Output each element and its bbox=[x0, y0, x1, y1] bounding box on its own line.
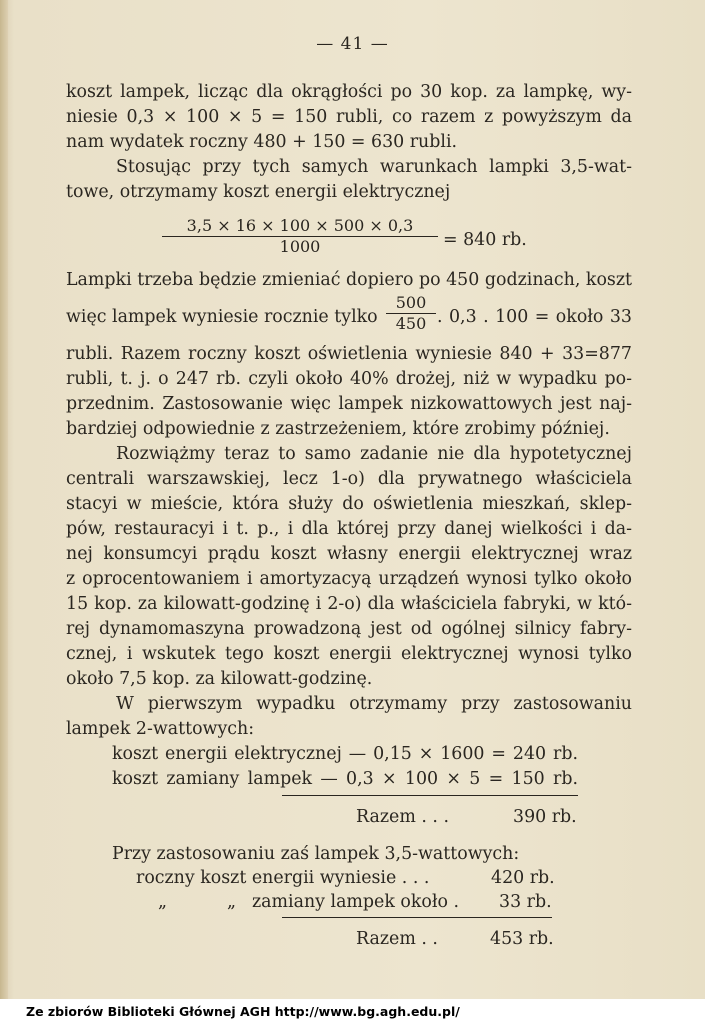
text-line: centrali warszawskiej, lecz 1-o) dla prywatnego właściciela bbox=[66, 469, 632, 489]
inline-denominator: 450 bbox=[395, 314, 427, 333]
text-line: niesie 0,3 × 100 × 5 = 150 rubli, co razem z powyższym da bbox=[66, 107, 632, 127]
calc2-row2-value: 33 rb. bbox=[499, 892, 552, 912]
calc1-row1: koszt energii elektrycznej — 0,15 × 1600 = 240 rb. bbox=[112, 744, 578, 764]
text-line-before-fraction: więc lampek wyniesie rocznie tylko bbox=[66, 307, 378, 327]
inline-fraction bbox=[386, 293, 436, 334]
page-number: — 41 — bbox=[316, 34, 389, 54]
page-binding-edge bbox=[0, 0, 8, 1000]
text-line: nam wydatek roczny 480 + 150 = 630 rubli. bbox=[66, 132, 458, 152]
text-line: cznej, i wskutek tego koszt energii elektrycznej wynosi tylko bbox=[66, 644, 632, 664]
text-line: towe, otrzymamy koszt energii elektrycznej bbox=[66, 182, 451, 202]
formula-numerator: 3,5 × 16 × 100 × 500 × 0,3 bbox=[162, 216, 438, 237]
text-line: około 7,5 kop. za kilowatt-godzinę. bbox=[66, 669, 373, 689]
formula-fraction bbox=[162, 216, 438, 257]
calc2-row2-ditto: „ „ bbox=[158, 892, 236, 912]
text-line: rej dynamomaszyna prowadzoną jest od ogólnej silnicy fabry- bbox=[66, 619, 632, 639]
text-line: koszt lampek, licząc dla okrągłości po 30 kop. za lampkę, wy- bbox=[66, 82, 632, 102]
calc2-row1-value: 420 rb. bbox=[491, 868, 555, 888]
text-line: 15 kop. za kilowatt-godzinę i 2-o) dla właściciela fabryki, w któ- bbox=[66, 594, 632, 614]
formula-result: = 840 rb. bbox=[443, 230, 527, 250]
calc1-total-value: 390 rb. bbox=[513, 807, 577, 827]
calc2-total-label: Razem . . bbox=[356, 929, 438, 949]
text-line: z oprocentowaniem i amortyzacyą urządzeń wynosi tylko około bbox=[66, 569, 632, 589]
text-line: W pierwszym wypadku otrzymamy przy zastosowaniu bbox=[116, 694, 632, 714]
calc2-total-value: 453 rb. bbox=[490, 929, 554, 949]
library-footer: Ze zbiorów Biblioteki Głównej AGH http://www.bg.agh.edu.pl/ bbox=[0, 999, 705, 1024]
text-line: Lampki trzeba będzie zmieniać dopiero po 450 godzinach, koszt bbox=[66, 270, 632, 290]
calc2-intro: Przy zastosowaniu zaś lampek 3,5-wattowych: bbox=[112, 844, 520, 864]
calc1-total-label: Razem . . . bbox=[356, 807, 449, 827]
text-line: rubli, t. j. o 247 rb. czyli około 40% drożej, niż w wypadku po- bbox=[66, 369, 632, 389]
text-line: pów, restauracyi i t. p., i dla której przy danej wielkości i da- bbox=[66, 519, 632, 539]
formula-denominator: 1000 bbox=[279, 237, 321, 256]
text-line: Stosując przy tych samych warunkach lampki 3,5-wat- bbox=[116, 157, 632, 177]
text-line-after-fraction: . 0,3 . 100 = około 33 bbox=[437, 307, 632, 327]
text-line: stacyi w mieście, która służy do oświetlenia mieszkań, sklep- bbox=[66, 494, 632, 514]
calc2-row1-label: roczny koszt energii wyniesie . . . bbox=[136, 868, 430, 888]
inline-numerator: 500 bbox=[386, 293, 436, 314]
calc1-row2: koszt zamiany lampek — 0,3 × 100 × 5 = 150 rb. bbox=[112, 769, 578, 789]
text-line: Rozwiążmy teraz to samo zadanie nie dla hypotetycznej bbox=[116, 444, 632, 464]
text-line: nej konsumcyi prądu koszt własny energii elektrycznej wraz bbox=[66, 544, 632, 564]
text-line: przednim. Zastosowanie więc lampek nizkowattowych jest naj- bbox=[66, 394, 632, 414]
sum-rule bbox=[282, 795, 578, 796]
calc2-row2-label: zamiany lampek około . bbox=[252, 892, 460, 912]
text-line: rubli. Razem roczny koszt oświetlenia wyniesie 840 + 33=877 bbox=[66, 344, 632, 364]
sum-rule bbox=[282, 917, 552, 918]
text-line: lampek 2-wattowych: bbox=[66, 719, 255, 739]
text-line: bardziej odpowiednie z zastrzeżeniem, które zrobimy później. bbox=[66, 419, 610, 439]
